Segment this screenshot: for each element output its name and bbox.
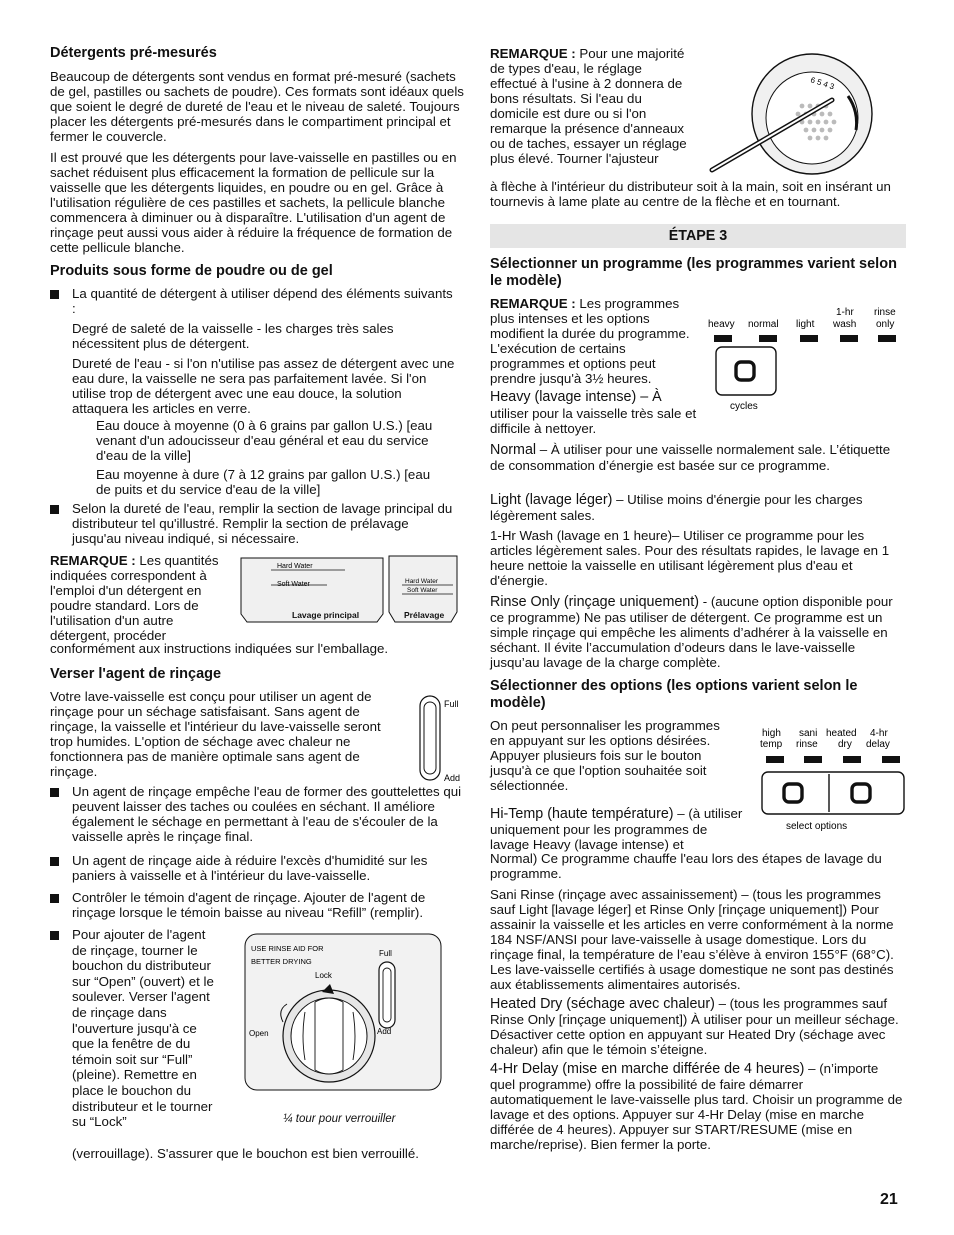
select-options-label: select options (786, 821, 848, 832)
heavy-description: utiliser pour la vaisselle très sale et difficile à nettoyer. (490, 406, 697, 436)
cycle-rinse-label: rinse (874, 307, 896, 318)
sani-rinse-description: Sani Rinse (rinçage avec assainissement) – (tous les programmes sauf Light [lavage léger] et Rinse Only [rinçage uniquement]) Pour assainir la vaisselle et les articles en verre conformément à la norme 184 NSF/ANSI pour lave-vaisselle à usage domestique. Lors du rinçage final, la température de l’eau s’élève à environ 155°F (68°C). Les lave-vaisselle certifiés à usage domestique ne sont pas destinés aux établissements alimentaires autorisés. (490, 887, 894, 992)
option-high-label: high (762, 728, 781, 739)
bullet-icon (50, 857, 59, 866)
options-panel-figure (752, 722, 910, 834)
paragraph: Beaucoup de détergents sont vendus en format pré-mesuré (sachets de gel, pastilles ou sachets de poudre). Ces formats sont idéaux quels que soient le degré de dureté de l'eau et le niveau de saleté. Toujours placer les détergents pré-mesurés dans le compartiment principal et fermer le couvercle. (50, 69, 464, 144)
option-rinse-label: rinse (796, 739, 818, 750)
hi-temp-continuation: Normal) Ce programme chauffe l'eau lors des étapes de lavage du programme. (490, 851, 882, 881)
bullet-icon (50, 894, 59, 903)
option-delay-label: delay (866, 739, 890, 750)
1hr-description: 1-Hr Wash (lavage en 1 heure)– Utiliser ce programme pour les articles légèrement sales. Pour des résultats rapides, le lavage en 1 heure nettoie la vaisselle en utilisant légèrement plus d'eau et d'énergie. (490, 528, 890, 588)
hi-temp-description: Hi-Temp (haute température) – (à utiliser uniquement pour les programmes de lavage Heavy (lavage intense) et (490, 806, 743, 852)
cycle-only-label: only (876, 319, 895, 330)
option-dry-label: dry (838, 739, 852, 750)
section-title-premeasured: Détergents pré-mesurés (50, 45, 217, 61)
section-title-options: Sélectionner des options (les options varient selon le modèle) (490, 678, 858, 711)
rinse-aid-adjuster-figure (682, 48, 892, 176)
step-title: ÉTAPE 3 (668, 228, 728, 244)
soft-water-label: Soft Water (407, 587, 438, 594)
bullet-icon (50, 788, 59, 797)
rinse-aid-level-figure (412, 692, 464, 784)
list-item: Un agent de rinçage aide à réduire l'excès d'humidité sur les paniers à vaisselle et à l'intérieur du lave-vaisselle. (72, 853, 428, 883)
light-description: Light (lavage léger) – Utilise moins d'énergie pour les charges légèrement sales. (490, 492, 863, 523)
list-item: Selon la dureté de l'eau, remplir la section de lavage principal du distributeur tel qu'illustré. Remplir la section de prélavage jusqu'au niveau indiqué, si nécessaire. (72, 501, 453, 546)
bullet-icon (50, 290, 59, 299)
list-item: Contrôler le témoin d'agent de rinçage. Ajouter de l'agent de rinçage lorsque le témoin baisse au niveau “Refill” (remplir). (72, 890, 426, 920)
soft-water-label: Soft Water (277, 581, 310, 588)
cap-label-line1: USE RINSE AID FOR (251, 944, 324, 953)
main-wash-label: Lavage principal (292, 610, 360, 620)
normal-description: Normal – À utiliser pour une vaisselle normalement sale. L’étiquette de consommation d’énergie est basée sur ce programme. (490, 442, 891, 473)
section-title-rinse-aid: Verser l'agent de rinçage (50, 666, 222, 682)
cycle-light-label: light (796, 319, 815, 330)
paragraph: On peut personnaliser les programmes en appuyant sur les options désirées. Appuyer plusieurs fois sur le bouton jusqu'à ce que l'option souhaitée soit sélectionnée. (490, 718, 720, 793)
delay-description: 4-Hr Delay (mise en marche différée de 4 heures) – (n’importe quel programme) offre la possibilité de faire démarrer automatiquement le lave-vaisselle plus tard. Choisir un programme de lavage et des options. Appuyer sur 4-Hr Delay (mise en marche différée de 4 heures). Appuyer sur START/RESUME (mise en marche/reprise). Bien fermer la porte. (490, 1061, 903, 1152)
indicator-light (840, 335, 858, 342)
indicator-light (882, 756, 900, 763)
paragraph: Il est prouvé que les détergents pour lave-vaisselle en pastilles ou en sachet réduisent plus efficacement la formation de pellicule sur la vaisselle que les détergents liquides, en poudre ou en gel. Grâce à l'utilisation régulière de ces pastilles et sachets, la pellicule blanche commencera à diminuer ou à disparaître. L'utilisation d'un agent de rinçage peut aussi vous aider à réduire la fréquence de formation de cette pellicule blanche. (50, 150, 457, 255)
open-label: Open (249, 1029, 269, 1038)
cycles-label: cycles (730, 401, 758, 412)
note: REMARQUE : Les programmes plus intenses et les options modifient la durée du programme. L'exécution de certains programmes et options peut prendre jusqu'à 3½ heures. (490, 296, 690, 386)
heavy-description: Heavy (lavage intense) – À (490, 389, 662, 405)
indicator-light (714, 335, 732, 342)
option-heated-label: heated (826, 728, 857, 739)
note-continuation: à flèche à l'intérieur du distributeur soit à la main, soit en insérant un tournevis à lame plate au centre de la flèche et en tournant. (490, 179, 891, 209)
figure-caption: ¼ tour pour verrouiller (283, 1113, 396, 1125)
add-label: Add (377, 1027, 392, 1036)
option-sani-label: sani (799, 728, 818, 739)
indicator-light (878, 335, 896, 342)
note: REMARQUE : Les quantités indiquées correspondent à l'emploi d'un détergent en poudre standard. Lors de l'utilisation d'un autre détergent, procéder (50, 553, 219, 643)
section-title-cycle: Sélectionner un programme (les programmes varient selon le modèle) (490, 256, 897, 289)
rinse-aid-cap-figure (243, 932, 443, 1092)
bullet-icon (50, 931, 59, 940)
list-item: La quantité de détergent à utiliser dépend des éléments suivants : (72, 286, 453, 316)
section-title-powder: Produits sous forme de poudre ou de gel (50, 263, 333, 279)
indicator-light (759, 335, 777, 342)
hard-water-label: Hard Water (405, 578, 438, 585)
list-item: Un agent de rinçage empêche l'eau de former des gouttelettes qui peuvent laisser des taches ou coulées en séchant. Il améliore également le séchage en permettant à l'eau de s'écouler de la vaisselle après le rinçage final. (72, 784, 462, 844)
full-label: Full (379, 949, 392, 958)
list-item: Pour ajouter de l'agent de rinçage, tourner le bouchon du distributeur sur “Open” (ouvert) et le soulever. Verser l'agent de rinçage dans l'ouverture jusqu'à ce que la fenêtre de du témoin soit sur “Full” (pleine). Remettre en place le bouchon du distributeur et le tourner su “Lock” (72, 927, 214, 1130)
list-item: Dureté de l'eau - si l'on n'utilise pas assez de détergent avec une eau dure, la vaisselle ne sera pas parfaitement lavée. Si l'on utilise trop de détergent avec une eau douce, la solution attaquera les articles en verre. (72, 356, 455, 416)
list-item: Degré de saleté de la vaisselle - les charges très sales nécessitent plus de détergent. (72, 321, 394, 351)
indicator-light (804, 756, 822, 763)
note: REMARQUE : Pour une majorité de types d'eau, le réglage effectué à l'usine à 2 donnera de bons résultats. Si l'eau du domicile est dure ou si l'on remarque la présence d'anneaux ou de taches, essayer un réglage plus élevé. Tourner l'ajusteur (490, 46, 687, 166)
heated-dry-description: Heated Dry (séchage avec chaleur) – (tous les programmes sauf Rinse Only [rinçage uniquement]) À utiliser pour un meilleur séchage. Désactiver cette option en appuyant sur Heated Dry (séchage avec chaleur) afin que le témoin s’éteigne. (490, 996, 899, 1057)
rinse-only-description: Rinse Only (rinçage uniquement) - (aucune option disponible pour ce programme) Ne pas utiliser de détergent. Ce programme est un simple rinçage qui empêche les aliments d’adhérer à la vaisselle en séchant. Il évite l’accumulation d’odeurs dans le lave-vaisselle jusqu’au lavage de la charge complète. (490, 594, 893, 670)
list-item-continuation: (verrouillage). S'assurer que le bouchon est bien verrouillé. (72, 1146, 419, 1161)
hard-water-label: Hard Water (277, 563, 313, 570)
full-label: Full (444, 699, 459, 709)
adjuster-digits: 6 5 4 3 (809, 75, 836, 92)
list-item: Eau moyenne à dure (7 à 12 grains par gallon U.S.) [eau de puits et du service d'eau de la ville] (96, 467, 431, 497)
indicator-light (843, 756, 861, 763)
prewash-label: Prélavage (404, 610, 445, 620)
cap-label-line2: BETTER DRYING (251, 957, 312, 966)
list-item: Eau douce à moyenne (0 à 6 grains par gallon U.S.) [eau venant d'un adoucisseur d'eau général et eau du service d'eau de la ville] (96, 418, 433, 463)
indicator-light (766, 756, 784, 763)
cycle-normal-label: normal (748, 319, 779, 330)
cycle-1hr-label: 1-hr (836, 307, 854, 318)
cycle-heavy-label: heavy (708, 319, 735, 330)
option-4hr-label: 4-hr (870, 728, 888, 739)
cycles-panel-figure (702, 302, 910, 414)
option-temp-label: temp (760, 739, 783, 750)
add-label: Add (444, 773, 461, 783)
cycles-button (716, 347, 776, 395)
note-continuation: conformément aux instructions indiquées sur l'emballage. (50, 641, 389, 656)
bullet-icon (50, 505, 59, 514)
lock-label: Lock (315, 971, 332, 980)
indicator-light (800, 335, 818, 342)
page-number: 21 (880, 1191, 898, 1208)
cycle-wash-label: wash (833, 319, 857, 330)
paragraph: Votre lave-vaisselle est conçu pour utiliser un agent de rinçage pour un séchage satisfaisant. Sans agent de rinçage, la vaisselle et l'intérieur du lave-vaisselle seront trop humides. L'option de séchage avec chaleur ne fonctionnera pas de manière optimale sans agent de rinçage. (50, 689, 381, 779)
